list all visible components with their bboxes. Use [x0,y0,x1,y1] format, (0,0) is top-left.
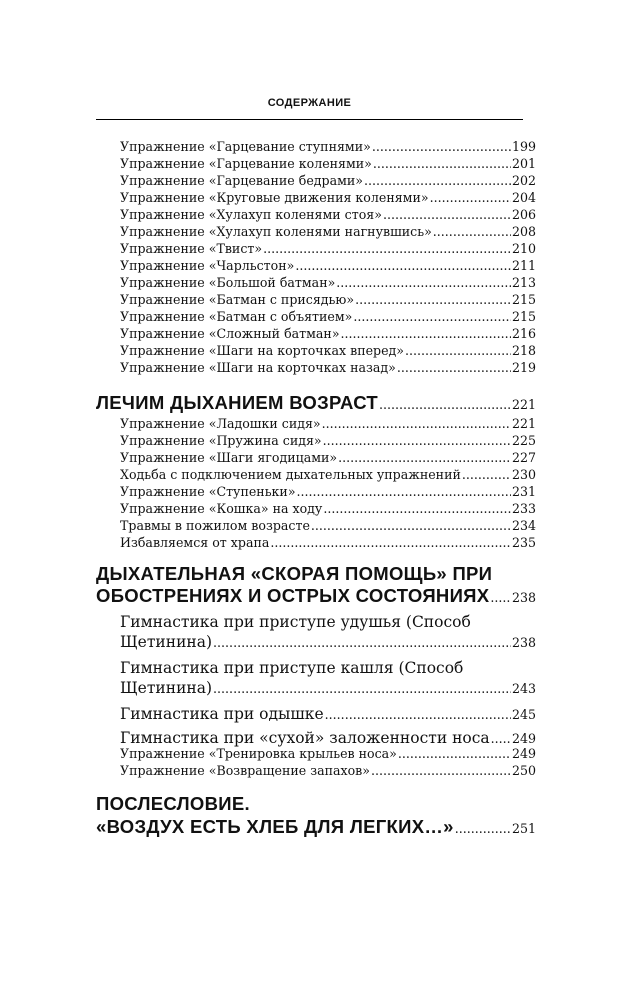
toc-entry-title: Упражнение «Шаги ягодицами» [120,450,338,465]
leader-dots [295,258,511,274]
toc-entry-title: Упражнение «Сложный батман» [120,326,340,341]
toc-entry-page: 213 [511,275,536,290]
leader-dots [455,818,511,840]
toc-entry-title: Упражнение «Круговые движения коленями» [120,190,429,205]
toc-entry-page: 243 [511,681,536,696]
leader-dots [213,633,511,653]
leader-dots [353,309,511,325]
leader-dots [323,433,511,449]
header-divider [96,119,523,120]
toc-entry[interactable] [120,139,536,155]
toc-entry[interactable] [120,704,536,724]
toc-entry-page: 250 [511,763,536,778]
toc-entry-page: 204 [511,190,536,205]
toc-entry-page: 231 [511,484,536,499]
leader-dots [355,292,511,308]
toc-entry-page: 235 [511,535,536,550]
leader-dots [373,156,511,172]
leader-dots [371,763,511,779]
toc-entry-page: 211 [511,258,536,273]
toc-entry[interactable] [120,501,536,517]
toc-entry-title: Ходьба с подключением дыхательных упражнений [120,467,461,482]
leader-dots [336,275,511,291]
toc-entry-title: Упражнение «Хулахуп коленями нагнувшись» [120,224,432,239]
toc-entry[interactable] [120,258,536,274]
toc-entry-page: 208 [511,224,536,239]
leader-dots [397,360,511,376]
toc-entry-title-line-2: Щетинина) [120,633,213,651]
toc-entry[interactable] [120,275,536,291]
toc-entry-page: 206 [511,207,536,222]
toc-entry-title: Упражнение «Батман с присядью» [120,292,355,307]
section-page: 221 [511,397,536,412]
toc-entry-title: Упражнение «Пружина сидя» [120,433,322,448]
toc-entry[interactable] [120,467,536,483]
leader-dots [270,535,511,551]
leader-dots [372,139,511,155]
section-page: 251 [511,821,536,836]
toc-entry-title: Упражнение «Кошка» на ходу [120,501,323,516]
toc-entry[interactable] [120,190,536,206]
toc-entry-page: 201 [511,156,536,171]
toc-entry[interactable] [120,309,536,325]
toc-entry[interactable] [120,518,536,534]
section-page: 238 [511,590,536,605]
toc-entry-title: Упражнение «Батман с объятием» [120,309,353,324]
toc-entry[interactable] [120,326,536,342]
toc-entry-page: 215 [511,292,536,307]
leader-dots [383,207,511,223]
toc-entry-page: 233 [511,501,536,516]
toc-entry-title: Упражнение «Твист» [120,241,263,256]
toc-entry[interactable] [120,763,536,779]
toc-entry[interactable] [120,433,536,449]
toc-entry-title: Упражнение «Большой батман» [120,275,336,290]
toc-entry-title: Упражнение «Хулахуп коленями стоя» [120,207,382,222]
section-title-line-1[interactable]: ДЫХАТЕЛЬНАЯ «СКОРАЯ ПОМОЩЬ» ПРИ [96,563,493,584]
toc-entry-page: 210 [511,241,536,256]
toc-entry-title: Упражнение «Гарцевание бедрами» [120,173,364,188]
toc-section-heading[interactable] [96,816,536,838]
toc-section-heading[interactable] [96,585,536,607]
toc-entry-page: 238 [511,635,536,650]
toc-entry[interactable] [120,156,536,172]
leader-dots [322,416,511,432]
section-title: ЛЕЧИМ ДЫХАНИЕМ ВОЗРАСТ [96,392,378,413]
leader-dots [490,587,511,609]
leader-dots [462,467,511,483]
toc-entry-page: 225 [511,433,536,448]
toc-entry-page: 245 [511,707,536,722]
toc-entry-title-line-2: Щетинина) [120,679,213,697]
leader-dots [430,190,511,206]
leader-dots [213,679,511,699]
toc-entry-title: Гимнастика при «сухой» заложенности носа [120,729,490,747]
toc-entry[interactable] [120,292,536,308]
toc-entry[interactable] [120,746,536,762]
toc-entry-title: Травмы в пожилом возрасте [120,518,310,533]
toc-entry[interactable] [120,173,536,189]
toc-entry-title: Избавляемся от храпа [120,535,270,550]
toc-entry-title: Упражнение «Тренировка крыльев носа» [120,746,397,761]
toc-entry-page: 216 [511,326,536,341]
leader-dots [364,173,511,189]
toc-entry-page: 249 [511,731,536,746]
toc-entry-title-line-1[interactable]: Гимнастика при приступе удушья (Способ [120,613,471,631]
toc-entry-title-line-1[interactable]: Гимнастика при приступе кашля (Способ [120,659,464,677]
toc-entry-page: 215 [511,309,536,324]
toc-entry-title: Упражнение «Шаги на корточках вперед» [120,343,405,358]
toc-entry-title: Упражнение «Шаги на корточках назад» [120,360,396,375]
toc-entry-page: 227 [511,450,536,465]
leader-dots [323,501,511,517]
toc-entry-page: 218 [511,343,536,358]
toc-entry-title: Упражнение «Возвращение запахов» [120,763,370,778]
toc-entry-page: 234 [511,518,536,533]
toc-entry-title: Упражнение «Чарльстон» [120,258,295,273]
leader-dots [379,394,511,416]
section-title-line-2: «ВОЗДУХ ЕСТЬ ХЛЕБ ДЛЯ ЛЕГКИХ…» [96,816,454,837]
toc-entry-title: Упражнение «Гарцевание ступнями» [120,139,371,154]
toc-entry[interactable] [120,535,536,551]
leader-dots [325,705,511,725]
section-title-line-1[interactable]: ПОСЛЕСЛОВИЕ. [96,793,250,814]
leader-dots [263,241,511,257]
leader-dots [297,484,511,500]
toc-entry[interactable] [120,207,536,223]
toc-entry[interactable] [120,416,536,432]
leader-dots [433,224,511,240]
toc-entry-page: 230 [511,467,536,482]
toc-entry-title: Упражнение «Ладошки сидя» [120,416,321,431]
leader-dots [338,450,511,466]
toc-entry[interactable] [120,632,536,652]
toc-entry-page: 221 [511,416,536,431]
toc-entry[interactable] [120,241,536,257]
toc-section-heading[interactable] [96,392,536,414]
toc-entry[interactable] [120,360,536,376]
leader-dots [341,326,511,342]
toc-entry[interactable] [120,450,536,466]
toc-entry[interactable] [120,343,536,359]
toc-entry-title: Упражнение «Гарцевание коленями» [120,156,372,171]
leader-dots [398,746,511,762]
toc-entry[interactable] [120,728,536,748]
toc-entry-title: Упражнение «Ступеньки» [120,484,296,499]
toc-entry[interactable] [120,484,536,500]
section-title-line-2: ОБОСТРЕНИЯХ И ОСТРЫХ СОСТОЯНИЯХ [96,585,490,606]
toc-entry-title: Гимнастика при одышке [120,705,324,723]
toc-entry-page: 199 [511,139,536,154]
toc-entry-page: 219 [511,360,536,375]
toc-entry-page: 249 [511,746,536,761]
toc-entry[interactable] [120,224,536,240]
leader-dots [405,343,511,359]
toc-entry[interactable] [120,678,536,698]
page-header-title: СОДЕРЖАНИЕ [267,97,352,109]
toc-entry-page: 202 [511,173,536,188]
leader-dots [311,518,511,534]
